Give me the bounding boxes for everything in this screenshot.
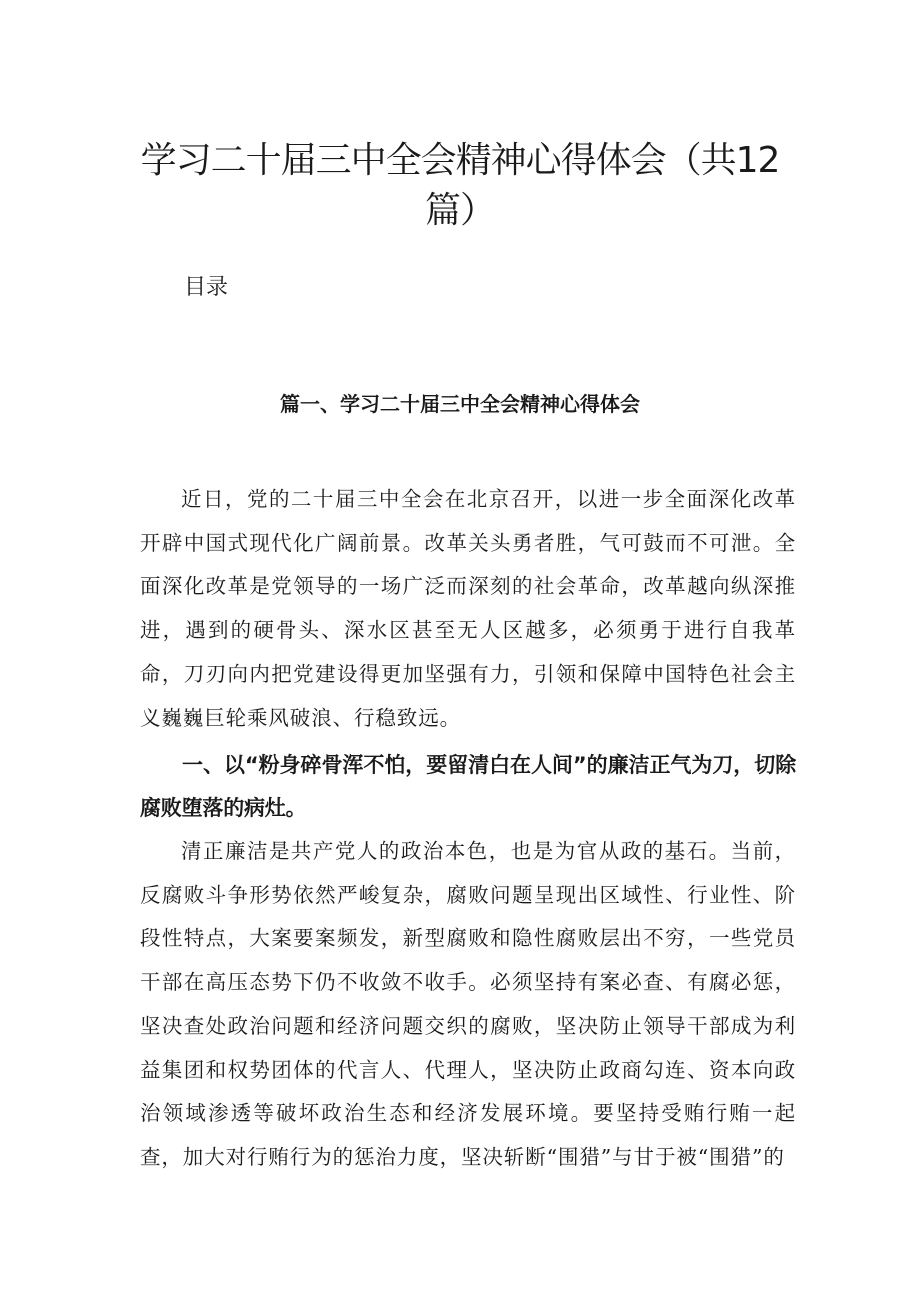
document-title: 学习二十届三中全会精神心得体会（共12篇） bbox=[140, 140, 780, 231]
table-of-contents-label: 目录 bbox=[184, 275, 229, 300]
section-title: 篇一、学习二十届三中全会精神心得体会 bbox=[280, 392, 640, 416]
subheading-1: 一、以“粉身碎骨浑不怕，要留清白在人间”的廉洁正气为刀，切除腐败堕落的病灶。 bbox=[140, 753, 796, 820]
body-paragraph-2: 清正廉洁是共产党人的政治本色，也是为官从政的基石。当前，反腐败斗争形势依然严峻复杂，腐败问题呈现出区域性、行业性、阶段性特点，大案要案频发，新型腐败和隐性腐败层出不穷，一些党员干部在高压态势下仍不收敛不收手。必须坚持有案必查、有腐必惩，坚决查处政治问题和经济问题交织的腐败，坚决防止领导干部成为利益集团和权势团体的代言人、代理人，坚决防止政商勾连、资本向政治领域渗透等破坏政治生态和经济发展环境。要坚持受贿行贿一起查，加大对行贿行为的惩治力度，坚决斩断“围猎”与甘于被“围猎”的 bbox=[140, 839, 796, 1169]
body-paragraph-1: 近日，党的二十届三中全会在北京召开，以进一步全面深化改革开辟中国式现代化广阔前景。改革关头勇者胜，气可鼓而不可泄。全面深化改革是党领导的一场广泛而深刻的社会革命，改革越向纵深推进，遇到的硬骨头、深水区甚至无人区越多，必须勇于进行自我革命，刀刃向内把党建设得更加坚强有力，引领和保障中国特色社会主义巍巍巨轮乘风破浪、行稳致远。 bbox=[140, 487, 796, 730]
